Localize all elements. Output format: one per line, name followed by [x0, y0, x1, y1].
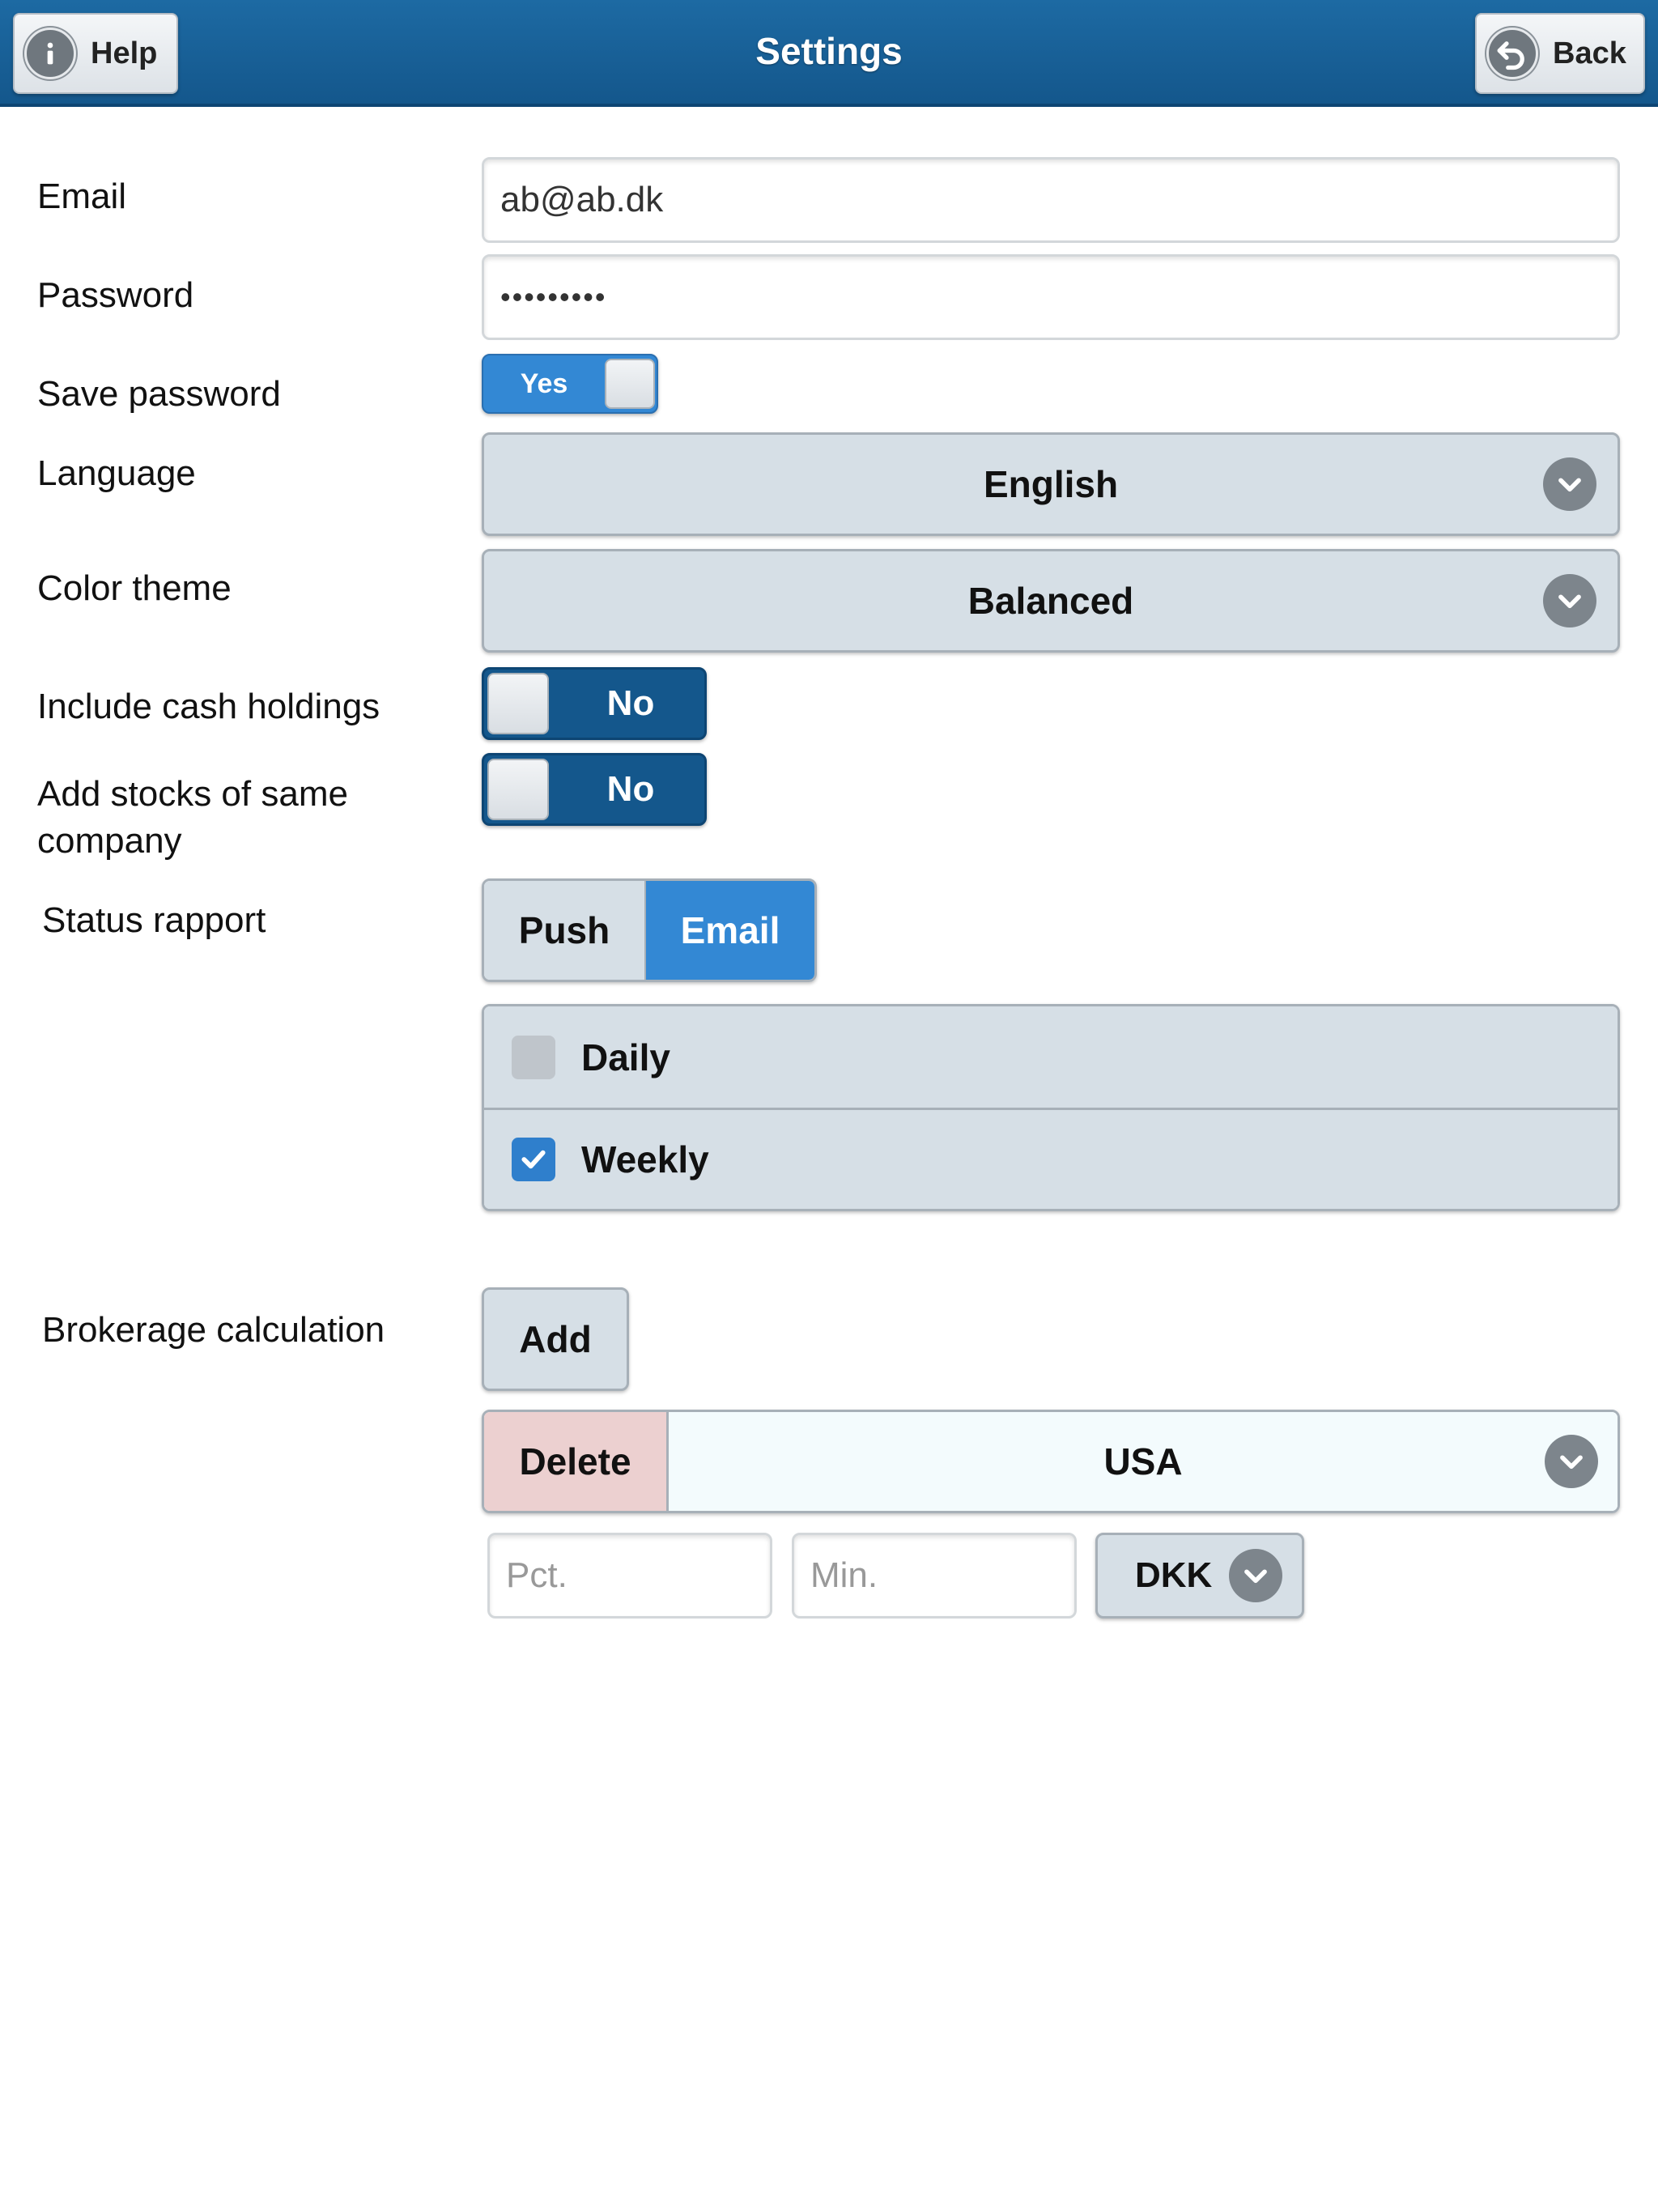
- toggle-knob[interactable]: [487, 673, 549, 734]
- country-value: USA: [1103, 1440, 1183, 1482]
- language-select[interactable]: [482, 432, 1620, 536]
- email-label: Email: [37, 177, 127, 216]
- push-option[interactable]: Push: [484, 881, 646, 980]
- include-cash-toggle[interactable]: [482, 667, 707, 740]
- checkbox-checked-icon[interactable]: [512, 1138, 555, 1181]
- daily-label: Daily: [581, 1036, 670, 1078]
- undo-arrow-icon: [1486, 28, 1538, 79]
- country-select[interactable]: [669, 1412, 1618, 1511]
- status-rapport-segmented: [482, 878, 817, 982]
- weekly-checkbox-row[interactable]: [484, 1108, 1618, 1209]
- add-stocks-label: Add stocks of same company: [37, 774, 348, 861]
- add-stocks-toggle[interactable]: [482, 753, 707, 826]
- page-title: Settings: [755, 30, 903, 72]
- include-cash-label: Include cash holdings: [37, 687, 380, 726]
- currency-select[interactable]: [1095, 1533, 1304, 1619]
- status-rapport-label: Status rapport: [42, 900, 266, 940]
- frequency-checkbox-group: [482, 1004, 1620, 1211]
- brokerage-country-row: [482, 1410, 1620, 1513]
- email-option[interactable]: Email: [646, 881, 814, 980]
- password-label: Password: [37, 275, 194, 315]
- language-value: English: [983, 463, 1119, 505]
- toggle-knob[interactable]: [605, 359, 655, 409]
- currency-value: DKK: [1135, 1555, 1213, 1595]
- brokerage-label: Brokerage calculation: [42, 1310, 385, 1350]
- add-button[interactable]: Add: [482, 1287, 629, 1391]
- save-password-state: Yes: [520, 368, 568, 399]
- language-label: Language: [37, 453, 196, 493]
- weekly-label: Weekly: [581, 1138, 709, 1180]
- header-bar: [0, 0, 1658, 107]
- back-label: Back: [1553, 36, 1626, 70]
- chevron-down-icon: [1543, 457, 1596, 511]
- delete-button[interactable]: Delete: [484, 1412, 669, 1511]
- save-password-toggle[interactable]: [482, 354, 658, 414]
- pct-input[interactable]: Pct.: [487, 1533, 772, 1619]
- checkbox-unchecked-icon[interactable]: [512, 1036, 555, 1079]
- save-password-label: Save password: [37, 374, 281, 414]
- min-input[interactable]: Min.: [792, 1533, 1077, 1619]
- daily-checkbox-row[interactable]: [484, 1006, 1618, 1108]
- help-label: Help: [91, 36, 158, 70]
- color-theme-select[interactable]: [482, 549, 1620, 653]
- color-theme-label: Color theme: [37, 568, 232, 608]
- add-stocks-state: No: [606, 769, 655, 809]
- chevron-down-icon: [1543, 574, 1596, 627]
- color-theme-value: Balanced: [967, 580, 1134, 622]
- chevron-down-icon: [1545, 1435, 1598, 1488]
- password-field[interactable]: •••••••••: [482, 254, 1620, 340]
- back-button[interactable]: [1475, 13, 1645, 94]
- email-field[interactable]: ab@ab.dk: [482, 157, 1620, 243]
- chevron-down-icon: [1229, 1549, 1282, 1602]
- toggle-knob[interactable]: [487, 759, 549, 820]
- include-cash-state: No: [606, 683, 655, 723]
